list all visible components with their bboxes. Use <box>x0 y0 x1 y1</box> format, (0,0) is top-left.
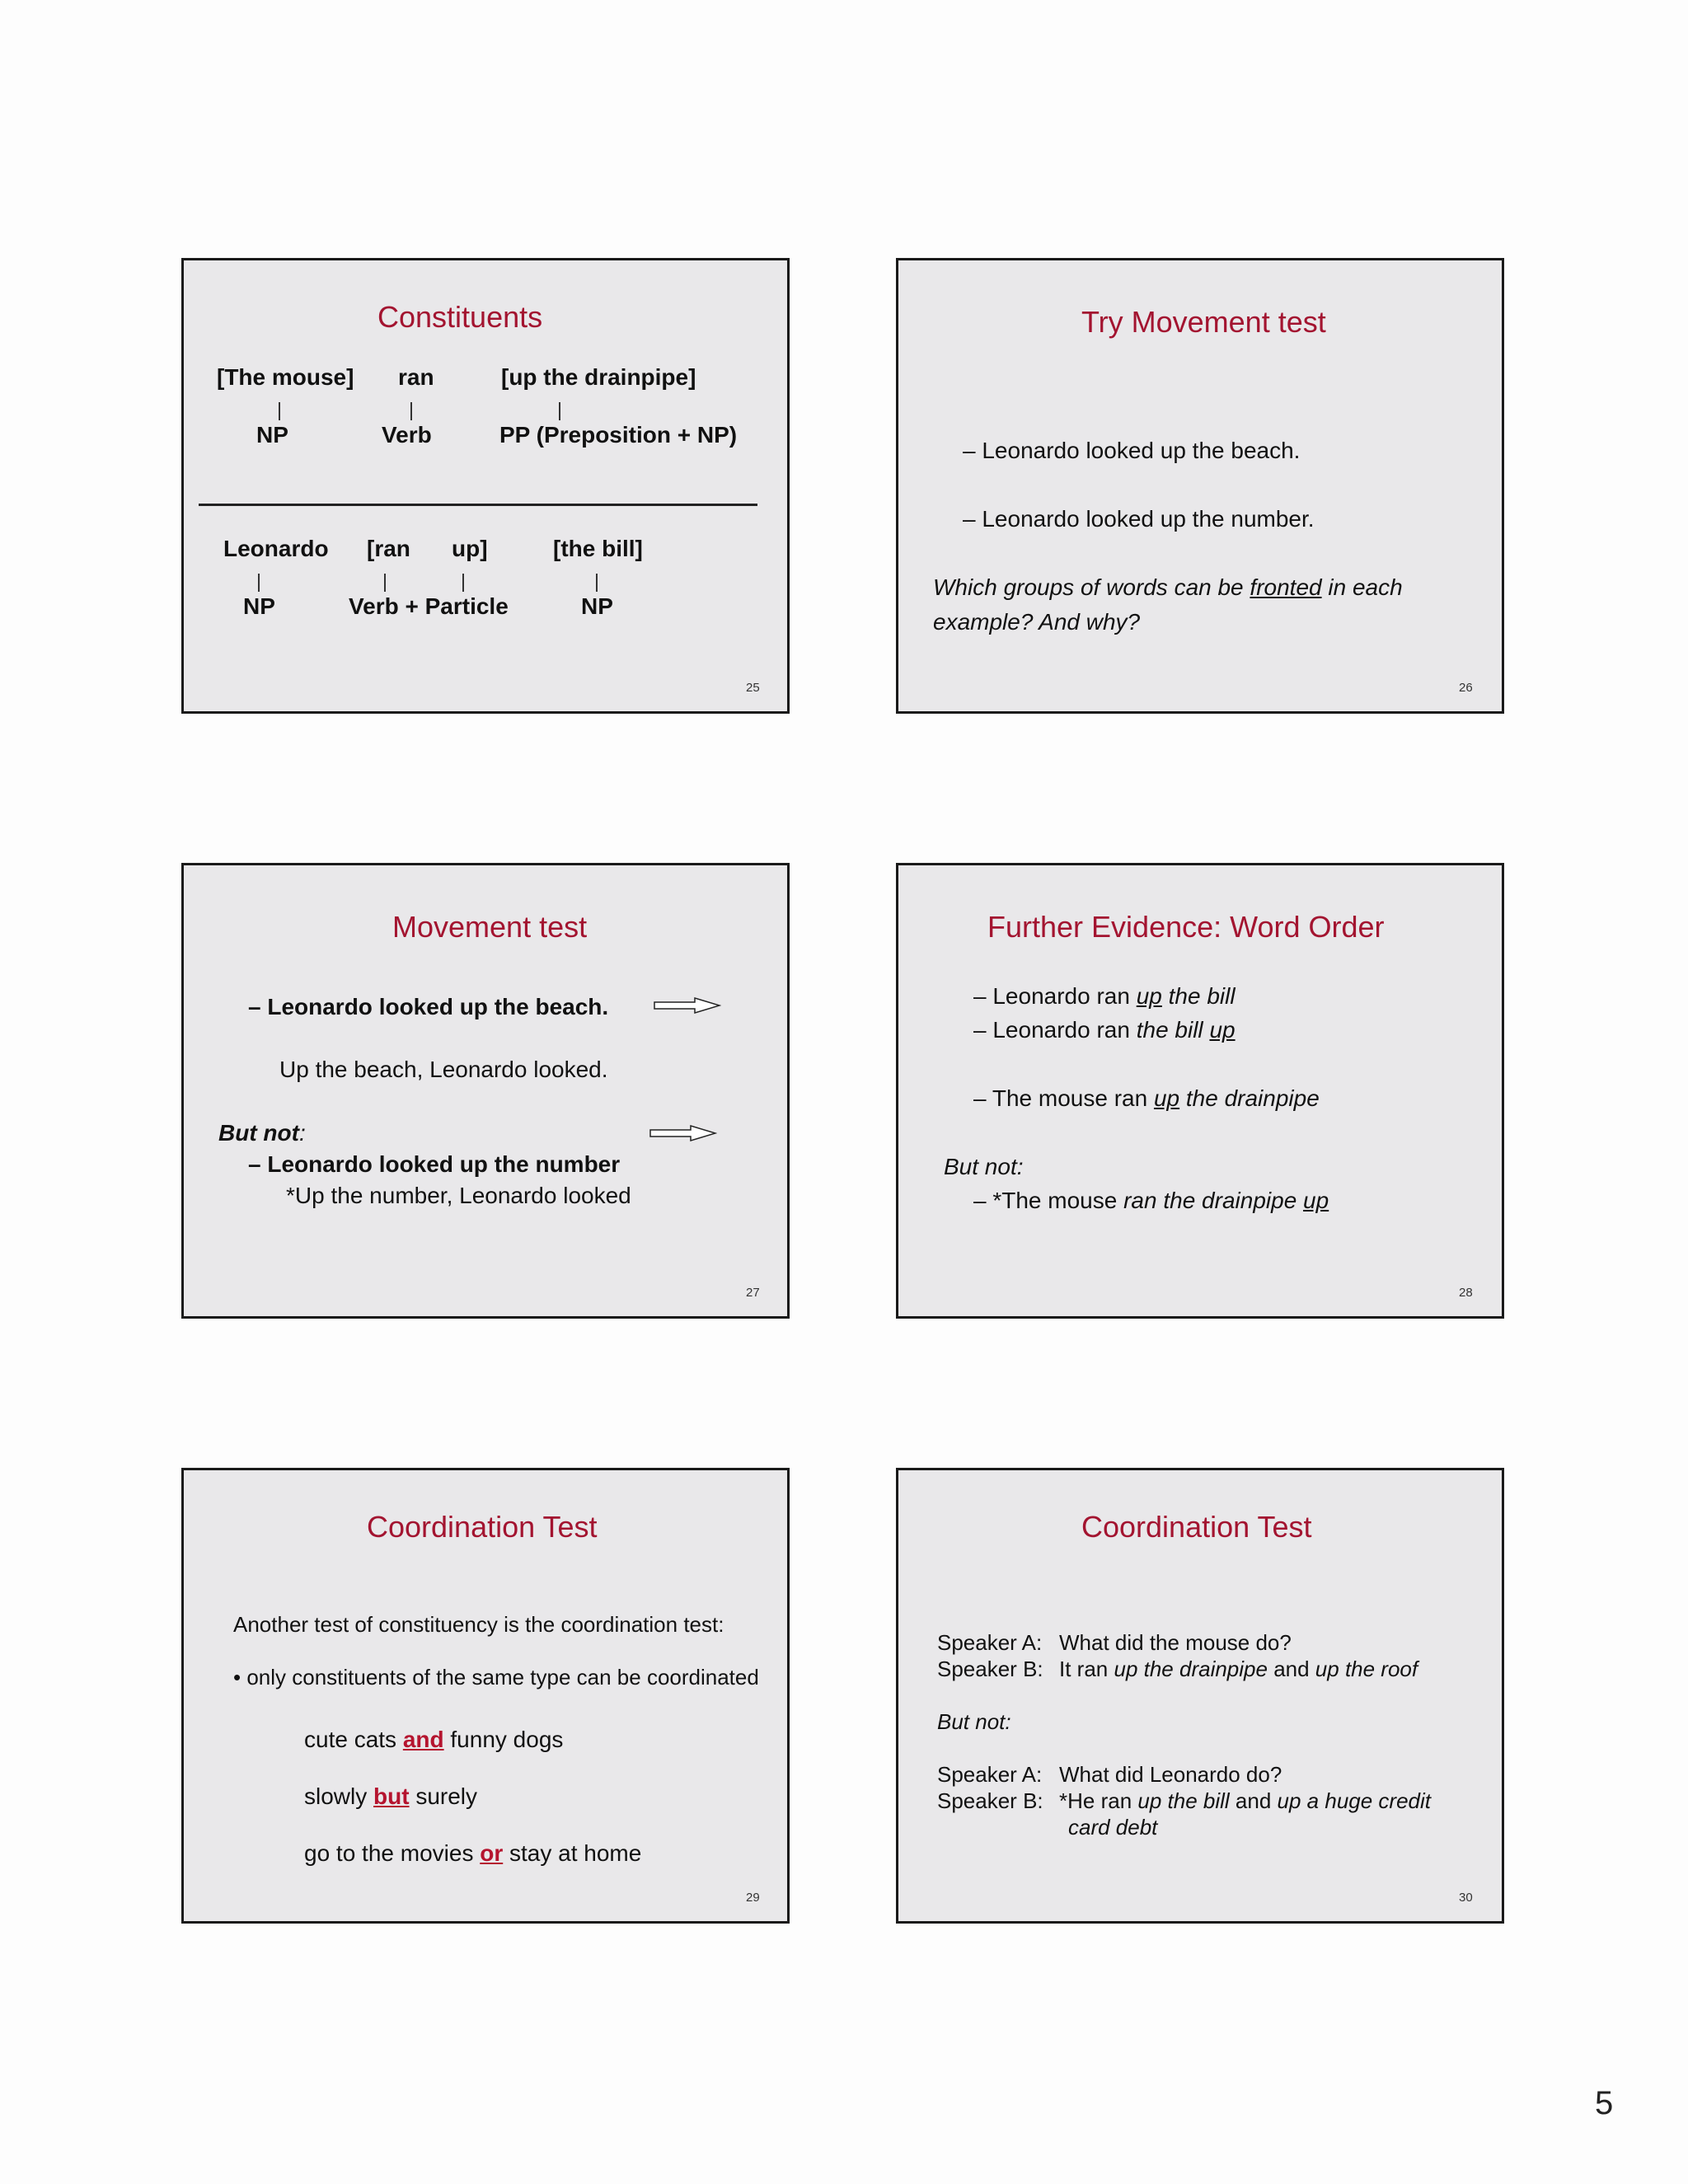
phrase-the-bill: [the bill] <box>553 536 643 561</box>
tree-branch <box>279 402 280 420</box>
dialogue-line: What did Leonardo do? <box>1059 1762 1282 1787</box>
label-verb: Verb <box>382 422 432 448</box>
coordination-example: cute cats and funny dogs <box>304 1727 564 1752</box>
phrase-np: [The mouse] <box>217 364 354 390</box>
slide-title: Constituents <box>377 300 543 334</box>
phrase-ran: [ran <box>367 536 410 561</box>
slide-number: 26 <box>1459 681 1473 695</box>
example-sentence: – Leonardo looked up the number <box>248 1151 621 1177</box>
tree-branch <box>559 402 560 420</box>
example-sentence: – Leonardo looked up the beach. <box>248 994 609 1019</box>
slide-30 <box>896 1468 1504 1924</box>
slide-number: 28 <box>1459 1286 1473 1300</box>
page-number: 5 <box>1595 2085 1614 2121</box>
slide-title: Coordination Test <box>1081 1510 1312 1544</box>
example-line: – The mouse ran up the drainpipe <box>973 1085 1320 1111</box>
phrase-verb: ran <box>398 364 434 390</box>
slide-number: 29 <box>746 1891 760 1905</box>
bullet-text: • only constituents of the same type can be coordinated <box>233 1665 759 1690</box>
but-not-label: But not: <box>937 1709 1011 1734</box>
dialogue-line: What did the mouse do? <box>1059 1630 1292 1655</box>
label-np: NP <box>581 593 613 619</box>
coordination-example: slowly but surely <box>304 1783 478 1809</box>
dialogue-line: It ran up the drainpipe and up the roof <box>1059 1657 1418 1681</box>
tree-branch <box>462 574 464 592</box>
question-text <box>933 574 1403 601</box>
dialogue-line: *He ran up the bill and up a huge credit <box>1059 1788 1431 1813</box>
but-not-label: But not: <box>218 1120 306 1146</box>
dialogue-line-continued: card debt <box>1068 1815 1158 1840</box>
tree-branch <box>410 402 412 420</box>
slide-title: Coordination Test <box>367 1510 598 1544</box>
tree-branch <box>384 574 386 592</box>
phrase-up: up] <box>452 536 488 561</box>
example-line: – Leonardo ran up the bill <box>973 983 1236 1009</box>
question-pre: Which groups of words can be <box>933 574 1250 600</box>
list-item: – Leonardo looked up the number. <box>963 506 1315 532</box>
label-pp: PP (Preposition + NP) <box>499 422 738 448</box>
tree-branch <box>258 574 260 592</box>
label-np: NP <box>243 593 275 619</box>
list-item: – Leonardo looked up the beach. <box>963 438 1301 463</box>
slide-number: 30 <box>1459 1891 1473 1905</box>
slide-27 <box>181 863 790 1319</box>
example-line: – Leonardo ran the bill up <box>973 1017 1236 1043</box>
slide-29 <box>181 1468 790 1924</box>
speaker-label: Speaker A: <box>937 1762 1043 1787</box>
phrase-pp: [up the drainpipe] <box>501 364 696 390</box>
question-underlined: fronted <box>1250 574 1322 600</box>
example-line: – *The mouse ran the drainpipe up <box>973 1188 1329 1213</box>
coordination-example: go to the movies or stay at home <box>304 1840 642 1866</box>
slide-title: Further Evidence: Word Order <box>987 910 1385 944</box>
right-arrow-icon <box>649 1123 717 1143</box>
slide-28 <box>896 863 1504 1319</box>
speaker-label: Speaker B: <box>937 1788 1043 1813</box>
slide-25 <box>181 258 790 714</box>
slide-title: Try Movement test <box>1081 305 1326 339</box>
right-arrow-icon <box>654 996 721 1015</box>
intro-text: Another test of constituency is the coordination test: <box>233 1612 724 1637</box>
tree-branch <box>596 574 598 592</box>
label-verb-particle: Verb + Particle <box>349 593 509 619</box>
moved-result: *Up the number, Leonardo looked <box>286 1183 631 1208</box>
divider-line <box>199 504 757 506</box>
moved-result: Up the beach, Leonardo looked. <box>279 1057 608 1082</box>
phrase-leonardo: Leonardo <box>223 536 329 561</box>
speaker-label: Speaker A: <box>937 1630 1043 1655</box>
but-not-label: But not: <box>944 1154 1024 1179</box>
speaker-label: Speaker B: <box>937 1657 1043 1681</box>
slide-number: 25 <box>746 681 760 695</box>
slide-number: 27 <box>746 1286 760 1300</box>
slide-26 <box>896 258 1504 714</box>
question-post: in each <box>1321 574 1403 600</box>
label-np: NP <box>256 422 288 448</box>
question-text-line2: example? And why? <box>933 609 1141 635</box>
slide-title: Movement test <box>392 910 588 944</box>
